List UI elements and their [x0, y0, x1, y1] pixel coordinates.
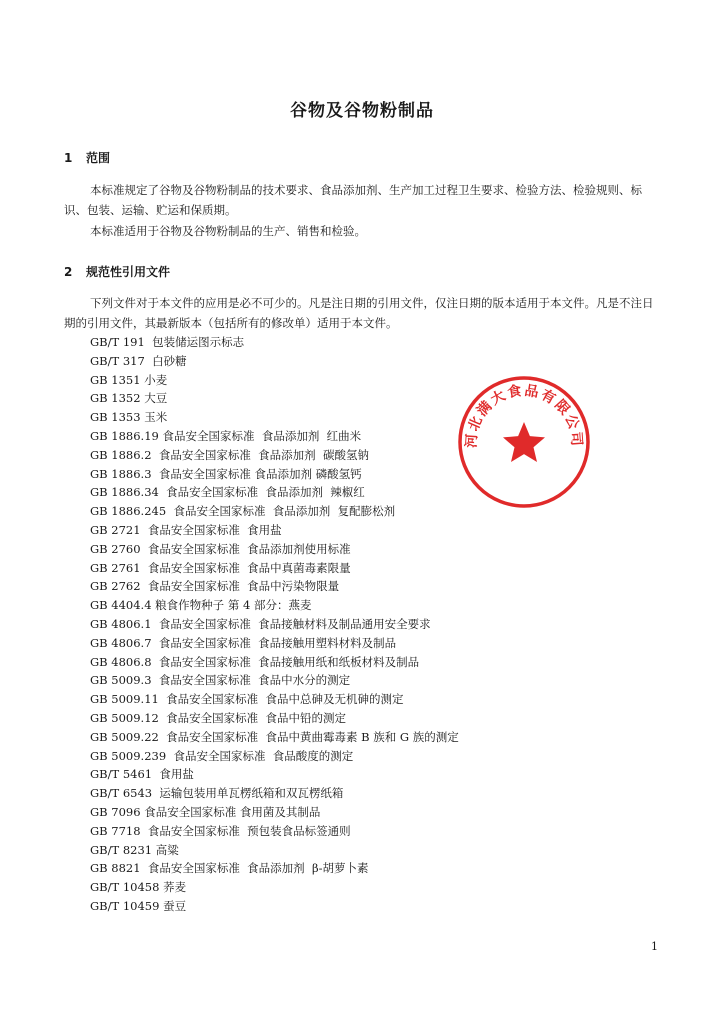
company-seal	[457, 375, 591, 509]
seal-star-icon	[503, 422, 545, 462]
reference-item: GB 4806.1 食品安全国家标准 食品接触材料及制品通用安全要求	[90, 616, 431, 631]
reference-item: GB 4806.8 食品安全国家标准 食品接触用纸和纸板材料及制品	[90, 654, 420, 669]
reference-item: GB 7096 食品安全国家标准 食用菌及其制品	[90, 804, 321, 819]
section-number: 1	[64, 151, 73, 165]
reference-item: GB/T 317 白砂糖	[90, 353, 187, 368]
reference-item: GB 2762 食品安全国家标准 食品中污染物限量	[90, 579, 340, 594]
reference-item: GB 1886.245 食品安全国家标准 食品添加剂 复配膨松剂	[90, 504, 396, 519]
reference-item: GB/T 6543 运输包装用单瓦楞纸箱和双瓦楞纸箱	[90, 786, 344, 801]
reference-item: GB 5009.12 食品安全国家标准 食品中铅的测定	[90, 710, 346, 725]
reference-item: GB 4806.7 食品安全国家标准 食品接触用塑料材料及制品	[90, 635, 397, 650]
reference-item: GB 7718 食品安全国家标准 预包装食品标签通则	[90, 823, 351, 838]
reference-item: GB 8821 食品安全国家标准 食品添加剂 β-胡萝卜素	[90, 861, 369, 876]
reference-item: GB 5009.3 食品安全国家标准 食品中水分的测定	[90, 673, 351, 688]
reference-item: GB/T 10458 荞麦	[90, 880, 187, 895]
reference-item: GB 4404.4 粮食作物种子 第 4 部分：燕麦	[90, 598, 312, 613]
reference-item: GB 2760 食品安全国家标准 食品添加剂使用标准	[90, 541, 351, 556]
reference-item: GB 1886.19 食品安全国家标准 食品添加剂 红曲米	[90, 428, 362, 443]
scope-paragraph-1: 本标准规定了谷物及谷物粉制品的技术要求、食品添加剂、生产加工过程卫生要求、检验方法、检验规则、标识、包装、运输、贮运和保质期。	[64, 183, 642, 217]
reference-item: GB 5009.11 食品安全国家标准 食品中总砷及无机砷的测定	[90, 692, 404, 707]
section-title: 范围	[86, 151, 111, 165]
reference-item: GB 1353 玉米	[90, 410, 168, 425]
reference-item: GB 1886.34 食品安全国家标准 食品添加剂 辣椒红	[90, 485, 365, 500]
reference-item: GB 5009.22 食品安全国家标准 食品中黄曲霉毒素 B 族和 G 族的测定	[90, 729, 459, 744]
reference-item: GB 5009.239 食品安全国家标准 食品酸度的测定	[90, 748, 354, 763]
section-heading-references	[64, 263, 170, 280]
reference-item: GB 1886.2 食品安全国家标准 食品添加剂 碳酸氢钠	[90, 447, 369, 462]
references-intro-paragraph: 下列文件对于本文件的应用是必不可少的。凡是注日期的引用文件，仅注日期的版本适用于本文件。凡是不注日期的引用文件，其最新版本（包括所有的修改单）适用于本文件。	[64, 296, 654, 330]
reference-item: GB 2721 食品安全国家标准 食用盐	[90, 522, 282, 537]
reference-item: GB/T 191 包装储运图示标志	[90, 335, 245, 349]
scope-paragraph-2: 本标准适用于谷物及谷物粉制品的生产、销售和检验。	[90, 224, 366, 238]
reference-item: GB 2761 食品安全国家标准 食品中真菌毒素限量	[90, 560, 351, 575]
seal-text: 河北满大食品有限公司	[463, 382, 585, 449]
reference-item: GB/T 5461 食用盐	[90, 767, 194, 782]
reference-item: GB 1886.3 食品安全国家标准 食品添加剂 磷酸氢钙	[90, 466, 362, 481]
reference-item: GB 1352 大豆	[90, 391, 168, 406]
section-title: 规范性引用文件	[86, 265, 171, 279]
reference-item: GB/T 10459 蚕豆	[90, 898, 187, 913]
section-heading-scope	[64, 149, 110, 166]
reference-list	[90, 333, 459, 916]
page-number: 1	[651, 940, 658, 953]
section-number: 2	[64, 265, 73, 279]
reference-item: GB/T 8231 高粱	[90, 842, 179, 857]
document-title: 谷物及谷物粉制品	[290, 101, 434, 121]
reference-item: GB 1351 小麦	[90, 372, 168, 387]
